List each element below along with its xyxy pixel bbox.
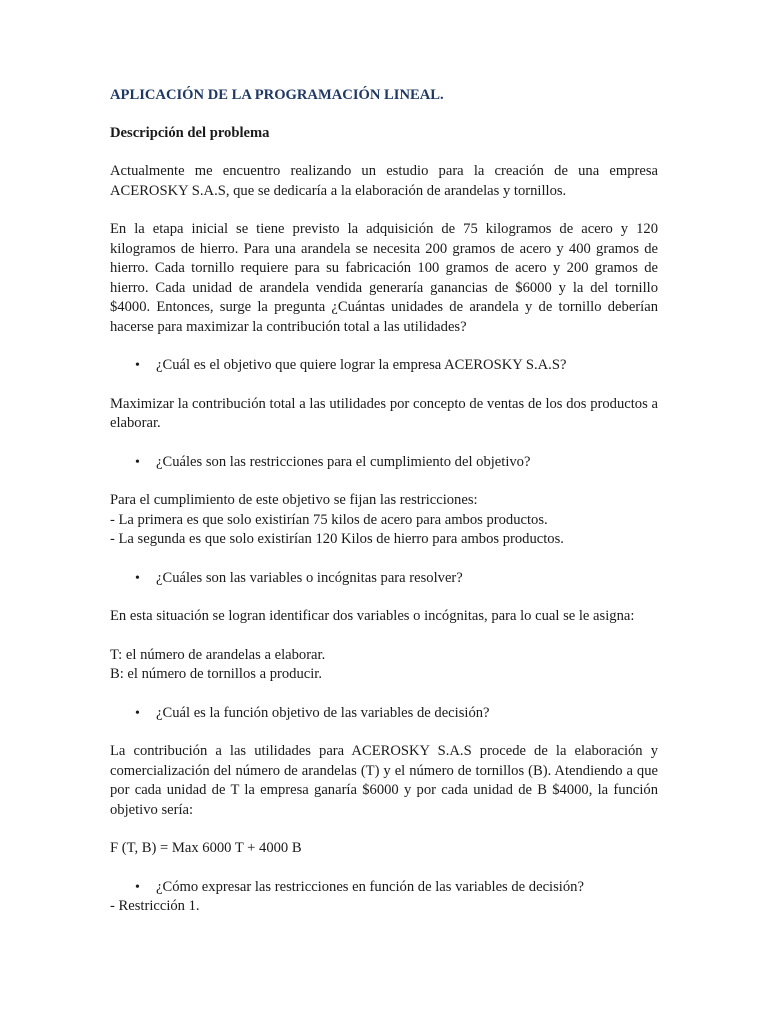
bullet-icon: • (135, 454, 140, 470)
variable-t: T: el número de arandelas a elaborar. (110, 646, 326, 663)
bullet-icon: • (135, 705, 140, 721)
section-heading: Descripción del problema (110, 124, 270, 141)
answer-objective: Maximizar la contribución total a las utilidades por concepto de ventas de los dos productos a elaborar. (110, 395, 658, 431)
question-objective-function (110, 704, 658, 724)
question-objective (110, 356, 658, 376)
document-page (110, 86, 658, 917)
restriction-line-1: - La primera es que solo existirían 75 kilos de acero para ambos productos. (110, 511, 548, 528)
restrictions-intro: Para el cumplimiento de este objetivo se fijan las restricciones: (110, 492, 478, 508)
question-text: ¿Cuáles son las restricciones para el cumplimiento del objetivo? (156, 453, 531, 470)
answer-objective-function: La contribución a las utilidades para ACEROSKY S.A.S procede de la elaboración y comercialización del número de arandelas (T) y el número de tornillos (B). Atendiendo a que por cada unidad de T la empresa ganaría $6000 y por cada unidad de B $4000, la función objetivo sería: (110, 743, 658, 818)
bullet-icon: • (135, 570, 140, 586)
variable-definitions (110, 646, 658, 685)
answer-restrictions (110, 491, 658, 550)
question-restrictions (110, 453, 658, 473)
question-variables (110, 569, 658, 589)
question-restriction-expression (110, 878, 658, 898)
bullet-icon: • (135, 358, 140, 373)
answer-variables: En esta situación se logran identificar dos variables o incógnitas, para lo cual se le asigna: (110, 608, 635, 624)
restriction-1-label: - Restricción 1. (110, 898, 200, 914)
variable-b: B: el número de tornillos a producir. (110, 666, 322, 682)
question-text: ¿Cuáles son las variables o incógnitas para resolver? (156, 569, 463, 586)
bullet-icon: • (135, 879, 140, 895)
intro-paragraph: Actualmente me encuentro realizando un estudio para la creación de una empresa ACEROSKY S.A.S, que se dedicaría a la elaboración de arandelas y tornillos. (110, 163, 658, 199)
objective-formula: F (T, B) = Max 6000 T + 4000 B (110, 840, 302, 856)
question-text: ¿Cómo expresar las restricciones en función de las variables de decisión? (156, 878, 584, 895)
restriction-line-2: - La segunda es que solo existirían 120 Kilos de hierro para ambos productos. (110, 531, 564, 547)
question-text: ¿Cuál es la función objetivo de las variables de decisión? (156, 704, 490, 721)
problem-paragraph: En la etapa inicial se tiene previsto la adquisición de 75 kilogramos de acero y 120 kilogramos de hierro. Para una arandela se necesita 200 gramos de acero y 400 gramos de hierro. Cada tornillo requiere para su fabricación 100 gramos de acero y 200 gramos de hierro. Cada unidad de arandela vendida generaría ganancias de $6000 y la del tornillo $4000. Entonces, surge la pregunta ¿Cuántas unidades de arandela y de tornillo deberían hacerse para maximizar la contribución total a las utilidades? (110, 221, 658, 335)
question-text: ¿Cuál es el objetivo que quiere lograr la empresa ACEROSKY S.A.S? (156, 357, 567, 373)
document-title: APLICACIÓN DE LA PROGRAMACIÓN LINEAL. (110, 87, 444, 103)
